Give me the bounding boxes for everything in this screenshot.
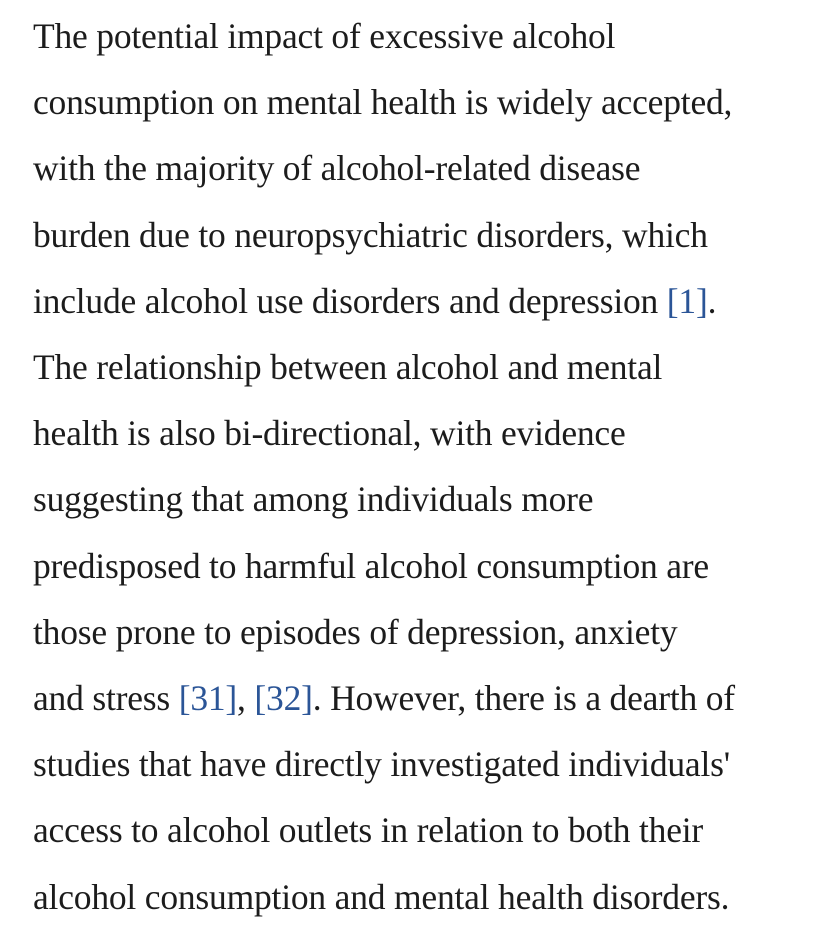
paragraph-text: access to alcohol outlets in relation to both their: [33, 810, 704, 851]
paragraph-line: [33, 400, 823, 466]
paragraph-text: those prone to episodes of depression, anxiety: [33, 611, 678, 652]
paragraph-text: and stress: [33, 678, 179, 719]
paragraph-line: [33, 466, 823, 532]
paragraph-text: health is also bi-directional, with evidence: [33, 413, 626, 454]
paragraph-text: predisposed to harmful alcohol consumption are: [33, 545, 709, 586]
paragraph-line: [33, 3, 823, 69]
paragraph-line: [33, 599, 823, 665]
paragraph-text: burden due to neuropsychiatric disorders, which: [33, 214, 708, 255]
citation-link[interactable]: [1]: [666, 280, 708, 321]
paragraph-line: [33, 202, 823, 268]
paragraph-text: alcohol consumption and mental health disorders.: [33, 876, 730, 917]
paragraph-line: [33, 268, 823, 334]
paragraph-line: [33, 731, 823, 797]
paragraph-text: ,: [237, 678, 255, 719]
paragraph-text: . However, there is a dearth of: [312, 678, 735, 719]
citation-link[interactable]: [31]: [178, 678, 238, 719]
paragraph-line: [33, 69, 823, 135]
paragraph-line: [33, 533, 823, 599]
paragraph-line: [33, 797, 823, 863]
paragraph-text: with the majority of alcohol-related disease: [33, 148, 641, 189]
paragraph-line: [33, 334, 823, 400]
paragraph-text: consumption on mental health is widely accepted,: [33, 82, 733, 123]
citation-link[interactable]: [32]: [254, 678, 313, 719]
paragraph-line: [33, 135, 823, 201]
paragraph-text: include alcohol use disorders and depression: [33, 280, 667, 321]
article-paragraph: [33, 3, 823, 930]
paragraph-text: .: [707, 280, 717, 321]
paragraph-line: [33, 665, 823, 731]
paragraph-text: The relationship between alcohol and mental: [33, 347, 663, 388]
paragraph-text: studies that have directly investigated individuals': [33, 744, 730, 785]
paragraph-line: [33, 864, 823, 930]
paragraph-text: The potential impact of excessive alcohol: [33, 16, 616, 56]
paragraph-text: suggesting that among individuals more: [33, 479, 594, 520]
